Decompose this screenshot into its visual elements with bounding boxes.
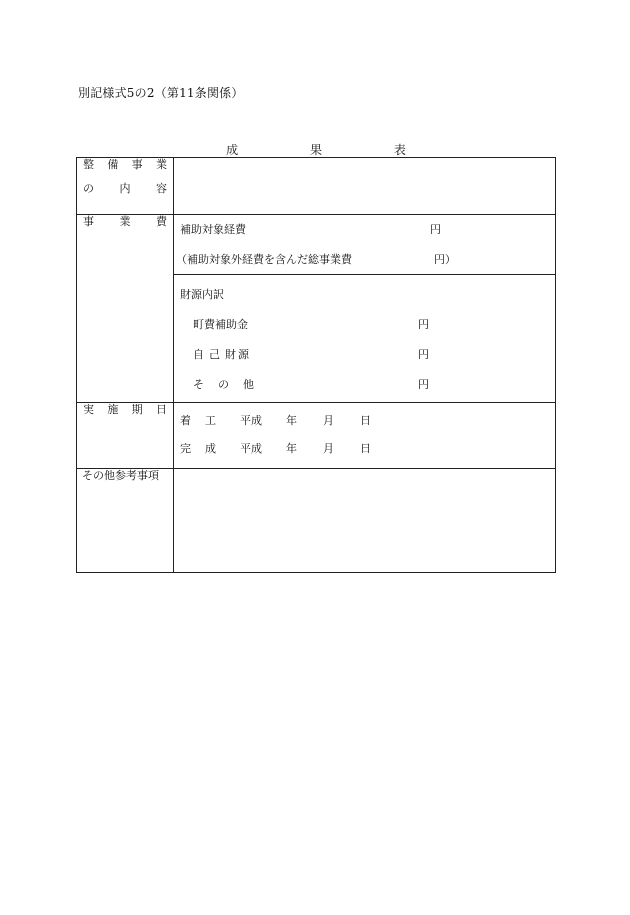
own-funds-label: 自 己 財 源 (193, 348, 249, 361)
label-char: 施 (107, 403, 119, 416)
label-char: 整 (83, 158, 94, 171)
end-char-2: 成 (205, 442, 216, 455)
label-char: 業 (155, 158, 167, 171)
row-other-notes (77, 469, 556, 573)
start-month: 月 (323, 414, 334, 427)
start-day: 日 (360, 414, 371, 427)
label-char: 費 (156, 215, 167, 228)
title-char-3: 表 (393, 143, 406, 157)
subsidy-target-unit: 円 (430, 223, 441, 236)
label-char: の (83, 182, 94, 195)
start-date-line (174, 414, 555, 428)
value-project-content (174, 158, 556, 215)
label-char: 日 (155, 403, 167, 416)
end-era: 平成 (240, 442, 262, 455)
label-char: 期 (131, 403, 143, 416)
end-char-1: 完 (180, 442, 191, 455)
label-other-notes (77, 469, 174, 573)
table-title (76, 141, 556, 158)
period-cell (174, 403, 556, 469)
own-funds-unit: 円 (418, 348, 429, 361)
town-subsidy-label: 町費補助金 (193, 318, 248, 331)
end-year: 年 (286, 442, 297, 455)
label-project-content (77, 158, 174, 215)
start-era: 平成 (240, 414, 262, 427)
funding-breakdown-cell (174, 275, 556, 403)
form-number: 別記様式5の2（第11条関係） (78, 86, 244, 100)
row-project-cost-top (77, 215, 556, 275)
label-char: 事 (131, 158, 143, 171)
subsidy-target-label: 補助対象経費 (180, 223, 246, 236)
label-implementation-period (77, 403, 174, 469)
other-notes-label: その他参考事項 (82, 469, 159, 482)
label-char: 業 (119, 215, 131, 228)
label-char: 内 (119, 182, 131, 195)
label-char: 備 (107, 158, 119, 171)
label-char: 実 (83, 403, 94, 416)
breakdown-title: 財源内訳 (180, 288, 224, 301)
cost-summary-cell (174, 215, 556, 275)
result-table (76, 157, 556, 573)
start-char-2: 工 (205, 414, 216, 427)
end-day: 日 (360, 442, 371, 455)
label-char: 事 (83, 215, 94, 228)
town-subsidy-unit: 円 (418, 318, 429, 331)
title-char-2: 果 (309, 143, 322, 157)
row-implementation-period (77, 403, 556, 469)
label-char: 容 (156, 182, 167, 195)
end-date-line (174, 442, 555, 456)
total-cost-label: （補助対象外経費を含んだ総事業費 (176, 253, 352, 266)
end-month: 月 (323, 442, 334, 455)
start-char-1: 着 (180, 414, 191, 427)
label-project-cost (77, 215, 174, 403)
total-cost-unit: 円） (434, 253, 456, 266)
value-other-notes (174, 469, 556, 573)
other-funds-unit: 円 (418, 378, 429, 391)
start-year: 年 (286, 414, 297, 427)
title-char-1: 成 (226, 143, 239, 157)
other-funds-label: そ の 他 (193, 378, 254, 391)
row-project-content (77, 158, 556, 215)
